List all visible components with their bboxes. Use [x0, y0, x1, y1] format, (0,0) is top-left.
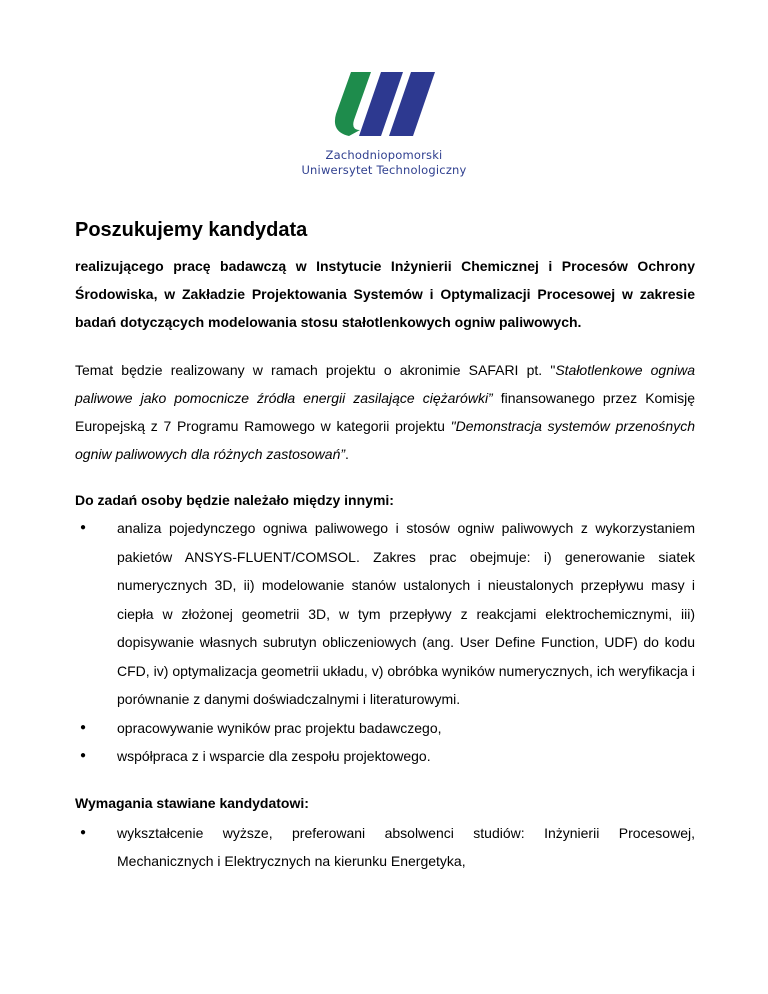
- topic-project-category: "Demonstracja systemów przenośnych ogniw paliwowych dla różnych zastosowań”: [75, 418, 695, 462]
- university-logo: [0, 70, 768, 178]
- bullet-icon: ●: [79, 750, 87, 761]
- bullet-icon: ●: [79, 826, 87, 838]
- logo-line-1: Zachodniopomorski: [325, 148, 443, 162]
- duties-heading: Do zadań osoby będzie należało między innymi:: [75, 492, 394, 508]
- intro-paragraph: realizującego pracę badawczą w Instytucie Inżynierii Chemicznej i Procesów Ochrony Środowiska, w Zakładzie Projektowania Systemów i Optymalizacji Procesowej w zakresie badań dotyczących modelowania stosu stałotlenkowych ogniw paliwowych.: [75, 258, 695, 330]
- duties-list: [75, 514, 695, 771]
- list-item: [75, 819, 695, 876]
- list-item-text: opracowywanie wyników prac projektu badawczego,: [117, 719, 442, 736]
- topic-part-3: finansowanego przez Komisję Europejską z 7 Programu Ramowego w kategorii projektu: [75, 390, 695, 434]
- bullet-icon: ●: [79, 522, 87, 533]
- topic-part-1: Temat będzie realizowany w ramach projektu o akronimie SAFARI pt. ": [75, 362, 556, 378]
- topic-project-title: Stałotlenkowe ogniwa paliwowe jako pomocnicze źródła energii zasilające ciężarówki”: [75, 362, 696, 406]
- list-item: [75, 514, 695, 714]
- list-item-text: współpraca z i wsparcie dla zespołu projektowego.: [117, 748, 431, 764]
- list-item: [75, 742, 695, 771]
- topic-part-5: .: [345, 446, 349, 462]
- zut-logo-icon: [329, 70, 439, 138]
- requirements-heading: Wymagania stawiane kandydatowi:: [75, 794, 309, 811]
- document-body: [75, 218, 695, 876]
- list-item-text: analiza pojedynczego ogniwa paliwowego i stosów ogniw paliwowych z wykorzystaniem pakietów ANSYS-FLUENT/COMSOL. Zakres prac obejmuje: i) generowanie siatek numerycznych 3D, ii) modelowanie stanów ustalonych i nieustalonych przepływu masy i ciepła w złożonej geometrii 3D, w tym przepływy z reakcjami elektrochemicznymi, iii) dopisywanie własnych subrutyn obliczeniowych (ang. User Define Function, UDF) do kodu CFD, iv) optymalizacja geometrii układu, v) obróbka wyników numerycznych, ich weryfikacja i porównanie z danymi doświadczalnymi i literaturowymi.: [117, 520, 695, 707]
- bullet-icon: ●: [79, 721, 87, 733]
- requirements-list: [75, 819, 695, 876]
- logo-text: [0, 148, 768, 178]
- page-title: Poszukujemy kandydata: [75, 219, 308, 241]
- list-item: [75, 714, 695, 743]
- list-item-text: wykształcenie wyższe, preferowani absolwenci studiów: Inżynierii Procesowej, Mechanicznych i Elektrycznych na kierunku Energetyka,: [117, 824, 695, 869]
- logo-line-2: Uniwersytet Technologiczny: [301, 163, 467, 177]
- topic-paragraph: [75, 356, 695, 468]
